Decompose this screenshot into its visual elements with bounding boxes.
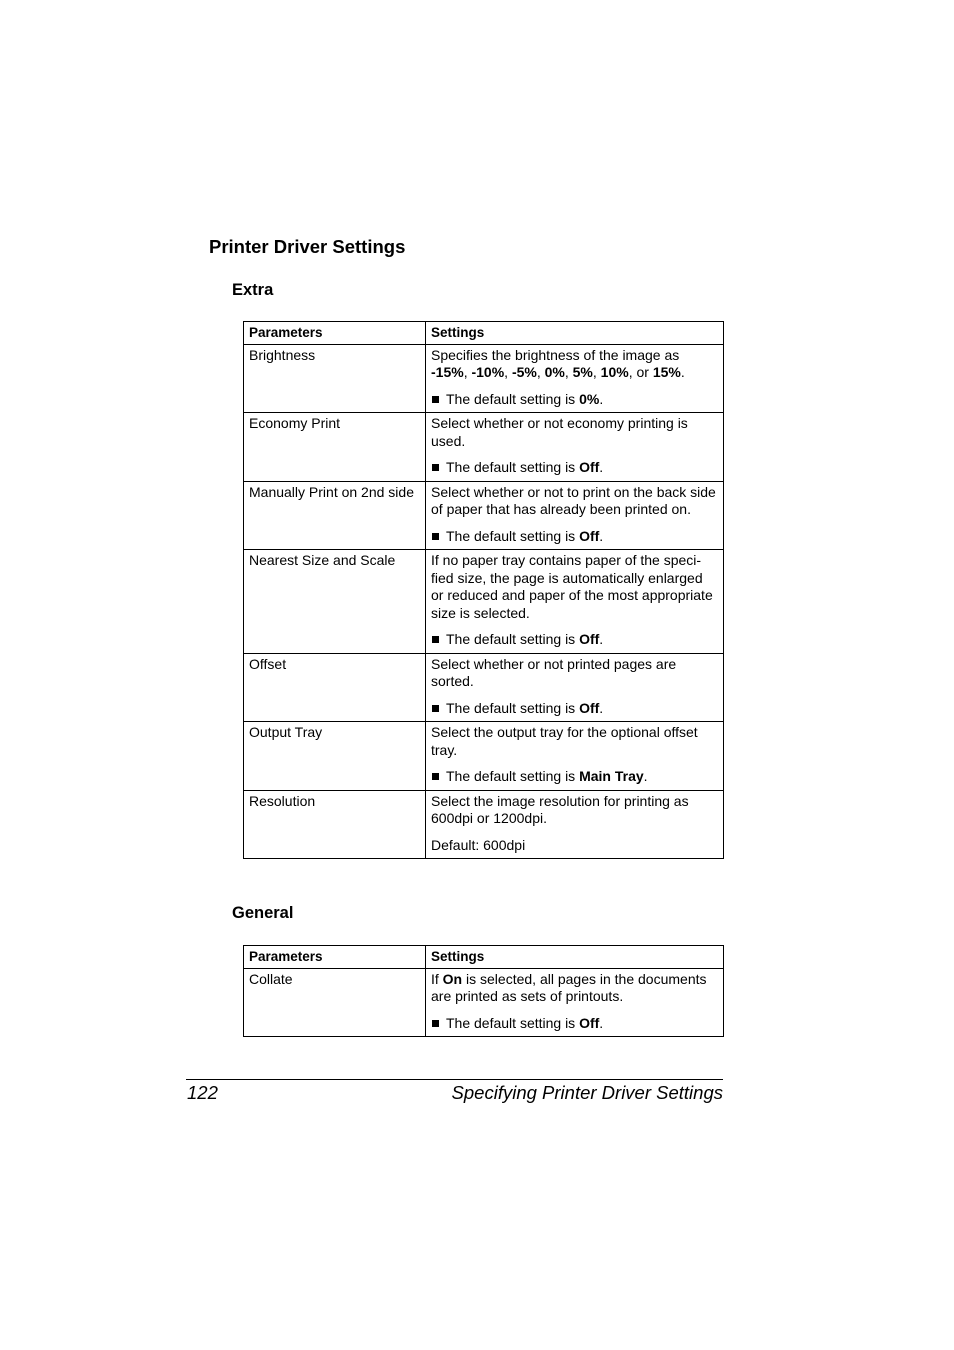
square-bullet-icon: [432, 636, 439, 643]
setting-description: [426, 413, 724, 482]
parameter-name: Economy Print: [244, 413, 426, 482]
parameter-name: Collate: [244, 968, 426, 1037]
default-setting: The default setting is Off.: [431, 459, 718, 477]
setting-description: [426, 344, 724, 413]
square-bullet-icon: [432, 705, 439, 712]
setting-description: [426, 968, 724, 1037]
running-title: Specifying Printer Driver Settings: [451, 1082, 723, 1103]
setting-description: [426, 653, 724, 722]
default-label: The default setting is: [446, 768, 580, 784]
page-number: 122: [187, 1082, 218, 1103]
default-label: The default setting is: [446, 1014, 580, 1031]
default-value: 0%: [579, 390, 600, 407]
general-heading: General: [232, 904, 294, 922]
description-text: If no paper tray contains paper of the speci- fied size, the page is automatically enlarged or reduced and paper of the most appropriate size is selected.: [431, 552, 713, 621]
table-header-row: [244, 946, 724, 969]
square-bullet-icon: [432, 773, 439, 780]
table-row: [244, 790, 724, 859]
default-label: The default setting is: [446, 631, 580, 647]
default-label: The default setting is: [446, 699, 580, 716]
square-bullet-icon: [432, 396, 439, 403]
footer-divider: [186, 1079, 723, 1080]
default-value: Off: [579, 699, 600, 716]
default-value: Main Tray: [579, 768, 644, 784]
setting-description: [426, 790, 724, 859]
table-header-row: [244, 322, 724, 345]
description-text: Select whether or not printed pages are sorted.: [431, 655, 677, 689]
default-setting: The default setting is Off.: [431, 631, 718, 649]
table-row: [244, 550, 724, 654]
default-label: The default setting is: [446, 459, 580, 475]
default-setting: The default setting is Off.: [431, 1015, 718, 1033]
table-row: [244, 413, 724, 482]
setting-description: [426, 722, 724, 791]
description-text: Select the output tray for the optional offset tray.: [431, 724, 698, 758]
square-bullet-icon: [432, 464, 439, 471]
default-setting: The default setting is Main Tray.: [431, 768, 718, 786]
parameter-name: Resolution: [244, 790, 426, 859]
table-row: [244, 344, 724, 413]
default-label: The default setting is: [446, 527, 580, 544]
extra-settings-table: [243, 321, 724, 859]
description-text: Specifies the brightness of the image as -15%, -10%, -5%, 0%, 5%, 10%, or 15%.: [431, 346, 685, 380]
parameter-name: Nearest Size and Scale: [244, 550, 426, 654]
column-header-parameters: Parameters: [244, 322, 426, 345]
parameter-name: Brightness: [244, 344, 426, 413]
description-text: Select whether or not to print on the back side of paper that has already been printed on.: [431, 483, 716, 517]
default-label: The default setting is: [446, 390, 580, 407]
default-value: Off: [579, 527, 600, 544]
parameter-name: Manually Print on 2nd side: [244, 481, 426, 550]
table-row: [244, 481, 724, 550]
default-value: Off: [579, 1014, 600, 1031]
setting-description: [426, 550, 724, 654]
square-bullet-icon: [432, 1020, 439, 1027]
table-row: [244, 722, 724, 791]
default-value: Off: [579, 459, 600, 475]
extra-heading: Extra: [232, 281, 274, 299]
table-row: [244, 653, 724, 722]
parameter-name: Offset: [244, 653, 426, 722]
parameter-name: Output Tray: [244, 722, 426, 791]
description-text: If On is selected, all pages in the documents are printed as sets of printouts.: [431, 970, 707, 1004]
default-setting: The default setting is Off.: [431, 700, 718, 718]
column-header-settings: Settings: [426, 946, 724, 969]
default-setting: The default setting is 0%.: [431, 391, 718, 409]
default-value: Off: [579, 631, 600, 647]
column-header-settings: Settings: [426, 322, 724, 345]
square-bullet-icon: [432, 533, 439, 540]
general-settings-table: [243, 945, 724, 1037]
section-title: Printer Driver Settings: [209, 236, 406, 257]
description-text: Select whether or not economy printing is used.: [431, 415, 688, 449]
column-header-parameters: Parameters: [244, 946, 426, 969]
setting-description: [426, 481, 724, 550]
table-row: [244, 968, 724, 1037]
description-text: Select the image resolution for printing as 600dpi or 1200dpi.: [431, 792, 689, 826]
default-setting: The default setting is Off.: [431, 528, 718, 546]
default-setting: Default: 600dpi: [431, 836, 526, 853]
